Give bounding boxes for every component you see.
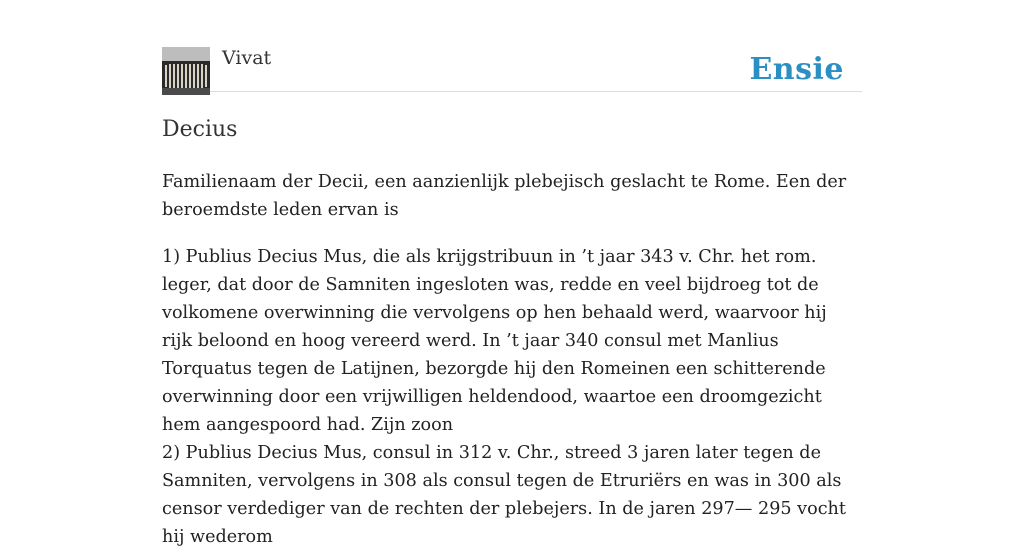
header — [162, 46, 862, 92]
page — [162, 0, 862, 547]
article-intro: Familienaam der Decii, een aanzienlijk plebejisch geslacht te Rome. Een der beroemdste leden ervan is — [162, 172, 847, 220]
article-item-1: 1) Publius Decius Mus, die als krijgstribuun in ’t jaar 343 v. Chr. het rom. leger, dat door de Samniten ingesloten was, redde en veel bijdroeg tot de volkomene overwinning die vervolgens op hen behaald werd, waarvoor hij rijk beloond en hoog vereerd werd. In ’t jaar 340 consul met Manlius Torquatus tegen de Latijnen, bezorgde hij den Romeinen een schitterende overwinning door een vrijwilligen heldendood, waartoe een droomgezicht hem aangespoord had. Zijn zoon — [162, 247, 827, 435]
library-shelves-avatar-icon — [162, 47, 210, 95]
brand-logo[interactable]: Ensie — [749, 52, 844, 87]
article-title: Decius — [162, 117, 238, 142]
article-item-2: 2) Publius Decius Mus, consul in 312 v. Chr., streed 3 jaren later tegen de Samniten, vervolgens in 308 als consul tegen de Etruriërs en was in 300 als censor verdediger van de rechten der plebejers. In de jaren 297— 295 vocht hij wederom — [162, 443, 846, 547]
author-name[interactable]: Vivat — [222, 47, 272, 69]
article-body — [162, 168, 862, 551]
author-avatar[interactable] — [162, 47, 210, 95]
